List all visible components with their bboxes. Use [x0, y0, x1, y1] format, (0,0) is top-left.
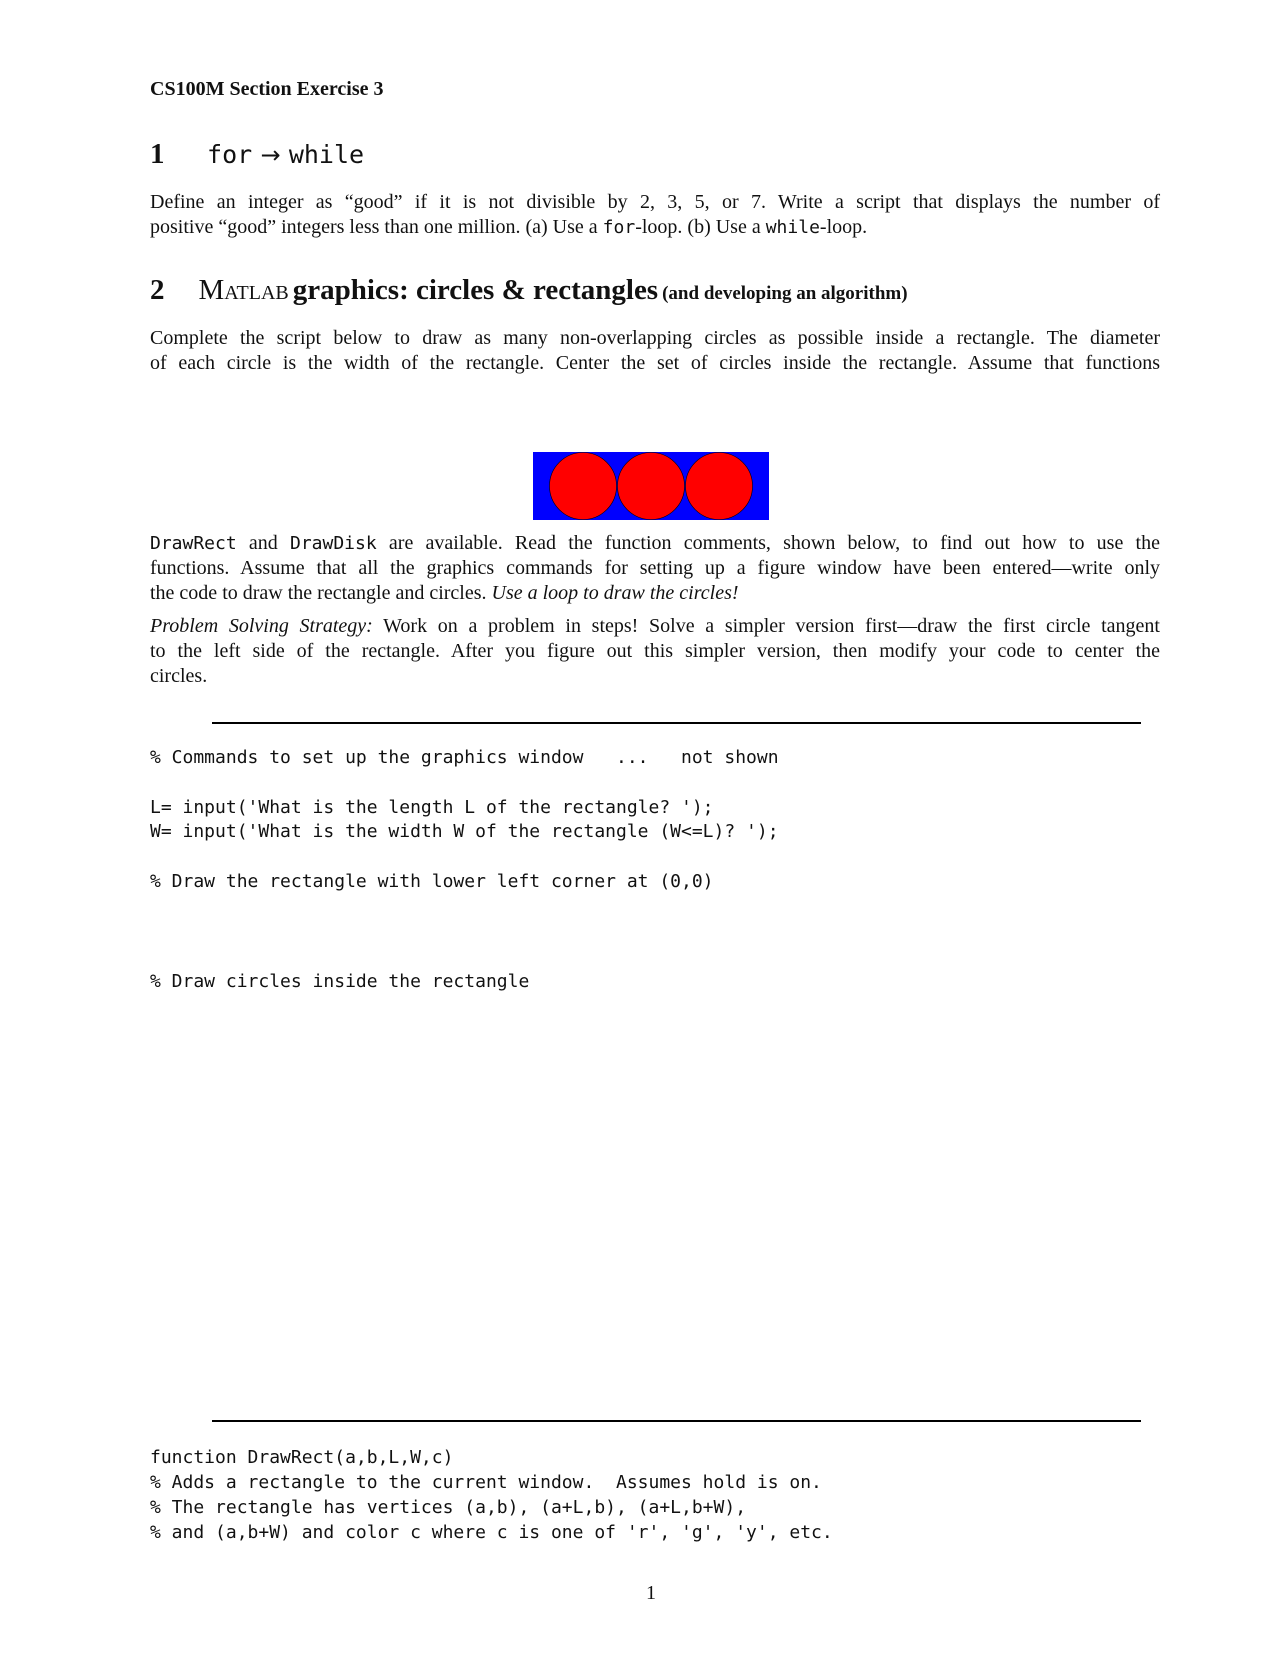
red-circle-3	[686, 453, 753, 520]
section-2-p2-text-a: and	[236, 532, 290, 554]
section-2-p3-line-2: to the left side of the rectangle. After you figure out this simpler version, then modify your code to center the	[150, 640, 1160, 662]
section-2-p2-line-3	[150, 581, 1160, 606]
section-2-note: (and developing an algorithm)	[662, 283, 908, 304]
code-line-1: % Commands to set up the graphics window ... not shown	[150, 747, 779, 768]
function-line-3: % The rectangle has vertices (a,b), (a+L,b), (a+L,b+W),	[150, 1497, 747, 1518]
section-1-heading	[150, 138, 364, 171]
code-line-5: % Draw circles inside the rectangle	[150, 971, 530, 992]
section-1-line-1: Define an integer as “good” if it is not divisible by 2, 3, 5, or 7. Write a script that displays the number of	[150, 191, 1160, 213]
code-line-2: L= input('What is the length L of the rectangle? ');	[150, 797, 714, 818]
matlab-label: Matlab	[198, 274, 289, 306]
section-1-text-b: -loop. (b) Use a	[635, 216, 766, 238]
section-1-text-c: -loop.	[819, 216, 868, 238]
while-keyword: while	[765, 217, 820, 238]
section-2-p3-text: Work on a problem in steps! Solve a simpler version first—draw the first circle tangent	[372, 615, 1160, 637]
section-1-text-a: positive “good” integers less than one million. (a) Use a	[150, 216, 603, 238]
section-1-number: 1	[150, 138, 165, 170]
heading-while-keyword: while	[288, 140, 365, 169]
section-2-title: graphics: circles & rectangles	[292, 274, 659, 306]
function-line-1: function DrawRect(a,b,L,W,c)	[150, 1447, 454, 1468]
section-2-p1-line-2: of each circle is the width of the rectangle. Center the set of circles inside the rectangle. Assume that functions	[150, 352, 1160, 374]
section-2-paragraph-1	[150, 326, 1160, 376]
for-keyword: for	[602, 217, 636, 238]
section-2-paragraph-2	[150, 531, 1160, 606]
code-line-4: % Draw the rectangle with lower left corner at (0,0)	[150, 871, 714, 892]
code-line-3: W= input('What is the width W of the rectangle (W<=L)? ');	[150, 821, 779, 842]
section-2-p3-line-1	[150, 614, 1160, 639]
strategy-label: Problem Solving Strategy:	[150, 615, 373, 637]
heading-for-keyword: for	[207, 140, 253, 169]
loop-emphasis: Use a loop to draw the circles!	[491, 582, 739, 604]
section-2-p2-line-2: functions. Assume that all the graphics commands for setting up a figure window have been entered—write only	[150, 557, 1160, 579]
function-line-2: % Adds a rectangle to the current window. Assumes hold is on.	[150, 1472, 822, 1493]
section-2-paragraph-3	[150, 614, 1160, 689]
drawdisk-keyword: DrawDisk	[290, 533, 377, 554]
red-circle-1	[550, 453, 617, 520]
section-2-p1-line-1: Complete the script below to draw as many non-overlapping circles as possible inside a rectangle. The diameter	[150, 327, 1160, 349]
function-line-4: % and (a,b+W) and color c where c is one of 'r', 'g', 'y', etc.	[150, 1522, 833, 1543]
section-2-number: 2	[150, 274, 165, 306]
section-2-p3-line-3: circles.	[150, 665, 208, 687]
red-circle-2	[618, 453, 685, 520]
right-arrow-icon: →	[260, 141, 281, 169]
document-header: CS100M Section Exercise 3	[150, 78, 384, 100]
circles-in-rectangle-figure	[533, 452, 769, 520]
section-2-heading	[150, 274, 908, 307]
section-2-p2-text-c: the code to draw the rectangle and circles.	[150, 582, 492, 604]
page-number: 1	[646, 1582, 656, 1604]
section-1-paragraph	[150, 190, 1160, 240]
drawrect-keyword: DrawRect	[150, 533, 237, 554]
section-1-line-2	[150, 215, 1160, 240]
section-2-p2-text-b: are available. Read the function comments, shown below, to find out how to use the	[376, 532, 1160, 554]
divider-bottom	[212, 1420, 1141, 1422]
divider-top	[212, 722, 1141, 724]
section-2-p2-line-1	[150, 531, 1160, 556]
